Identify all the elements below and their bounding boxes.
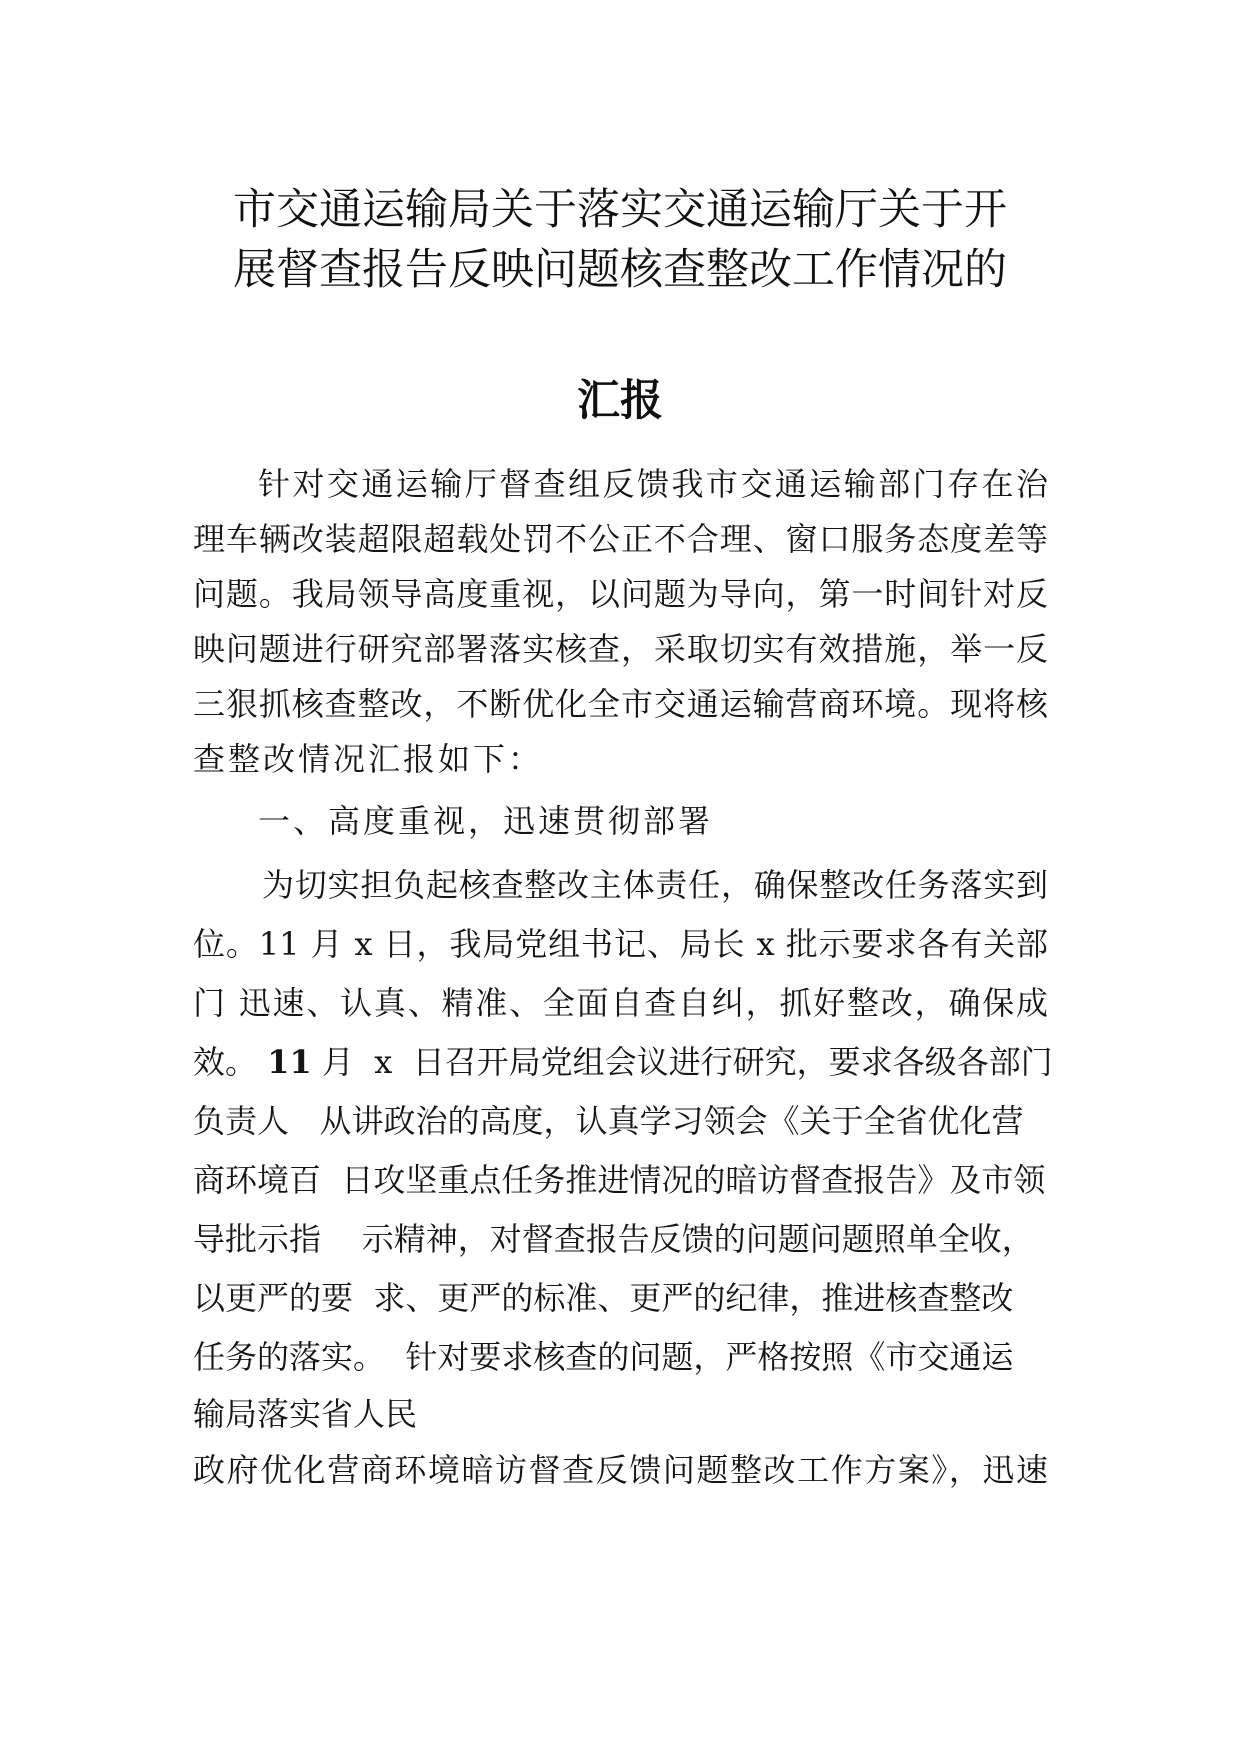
paragraph-2-line-10: 输局落实省人民	[193, 1395, 418, 1433]
paragraph-2-line-4-part-c: 月 x 日召开局党组会议进行研究，要求各级各部门	[311, 1043, 1053, 1081]
paragraph-2-line-5: 负责人 从讲政治的高度，认真学习领会《关于全省优化营	[193, 1102, 1024, 1140]
paragraph-2-line-6: 商环境百 日攻坚重点任务推进情况的暗访督查报告》及市领	[193, 1161, 1046, 1199]
paragraph-1-line-3: 问题。我局领导高度重视，以问题为导向，第一时间针对反	[193, 575, 1048, 613]
paragraph-2-line-8: 以更严的要 求、更严的标准、更严的纪律，推进核查整改	[193, 1279, 1014, 1317]
paragraph-2-line-9: 任务的落实。 针对要求核查的问题，严格按照《市交通运	[193, 1338, 1014, 1376]
paragraph-2-line-4-bold-number: 11	[267, 1043, 312, 1081]
paragraph-2-line-3: 门 迅速、认真、精准、全面自查自纠，抓好整改，确保成	[193, 984, 1048, 1022]
paragraph-2-line-7: 导批示指 示精神，对督查报告反馈的问题问题照单全收，	[193, 1220, 1034, 1258]
section-heading-1: 一、高度重视，迅速贯彻部署	[258, 802, 714, 840]
paragraph-1-line-6: 查整改情况汇报如下：	[193, 740, 544, 778]
paragraph-2-line-4	[193, 1040, 1053, 1084]
paragraph-2-line-2: 位。11 月 x 日，我局党组书记、局长 x 批示要求各有关部	[193, 925, 1048, 963]
document-title-line-3: 汇报	[577, 376, 663, 426]
paragraph-1-line-5: 三狠抓核查整改，不断优化全市交通运输营商环境。现将核	[193, 685, 1048, 723]
paragraph-1-line-4: 映问题进行研究部署落实核查，采取切实有效措施，举一反	[193, 630, 1048, 668]
paragraph-1-line-1: 针对交通运输厅督查组反馈我市交通运输部门存在治	[258, 465, 1048, 503]
paragraph-1-line-2: 理车辆改装超限超载处罚不公正不合理、窗口服务态度差等	[193, 520, 1048, 558]
document-title-line-1: 市交通运输局关于落实交通运输厅关于开	[233, 185, 1007, 235]
document-title-line-2: 展督查报告反映问题核查整改工作情况的	[233, 245, 1007, 295]
paragraph-2-line-11: 政府优化营商环境暗访督查反馈问题整改工作方案》，迅速	[193, 1451, 1048, 1489]
paragraph-2-line-4-part-a: 效。	[193, 1043, 268, 1081]
paragraph-2-line-1: 为切实担负起核查整改主体责任，确保整改任务落实到	[262, 866, 1048, 904]
